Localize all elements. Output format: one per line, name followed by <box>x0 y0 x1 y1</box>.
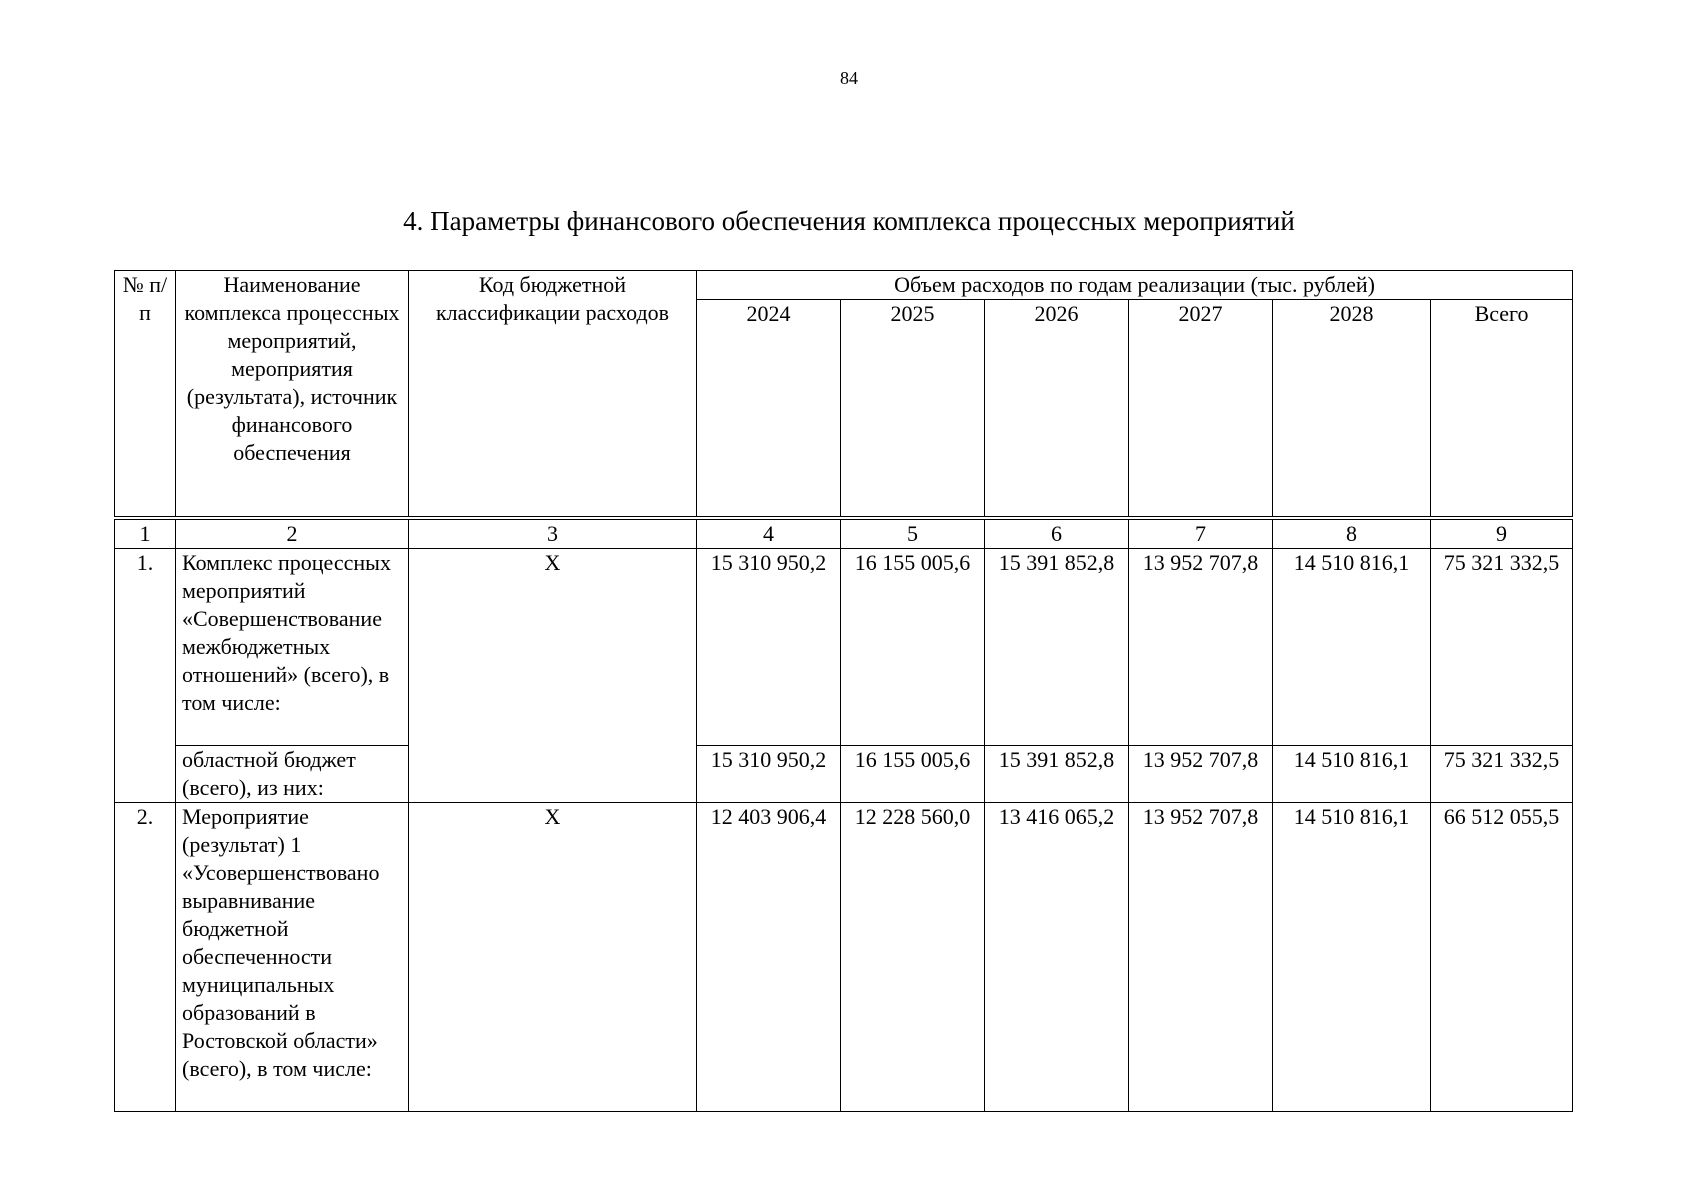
header-name: Наименование комплекса процессных мероприятий, мероприятия (результата), источник финансового обеспечения <box>176 271 409 518</box>
value-2026: 15 391 852,8 <box>985 548 1129 745</box>
column-number: 5 <box>841 518 985 549</box>
value-2024: 12 403 906,4 <box>697 802 841 1111</box>
value-2028: 14 510 816,1 <box>1273 745 1431 802</box>
column-number: 8 <box>1273 518 1431 549</box>
table-row <box>115 745 1573 802</box>
value-total: 75 321 332,5 <box>1431 745 1573 802</box>
header-row-top <box>115 271 1573 300</box>
column-number: 9 <box>1431 518 1573 549</box>
header-year-2026: 2026 <box>985 300 1129 518</box>
value-2024: 15 310 950,2 <box>697 745 841 802</box>
header-year-2028: 2028 <box>1273 300 1431 518</box>
section-title: 4. Параметры финансового обеспечения комплекса процессных мероприятий <box>403 206 1295 236</box>
page-number: 84 <box>840 68 858 88</box>
table-row <box>115 802 1573 1111</box>
value-2025: 16 155 005,6 <box>841 745 985 802</box>
header-total: Всего <box>1431 300 1573 518</box>
header-volume: Объем расходов по годам реализации (тыс. рублей) <box>697 271 1573 300</box>
column-number: 7 <box>1129 518 1273 549</box>
row-name: Комплекс процессных мероприятий «Совершенствование межбюджетных отношений» (всего), в том числе: <box>176 548 409 745</box>
column-number: 2 <box>176 518 409 549</box>
row-code: Х <box>409 548 697 802</box>
value-2028: 14 510 816,1 <box>1273 802 1431 1111</box>
table-row <box>115 548 1573 745</box>
row-name: областной бюджет (всего), из них: <box>176 745 409 802</box>
header-code: Код бюджетной классификации расходов <box>409 271 697 518</box>
value-2026: 15 391 852,8 <box>985 745 1129 802</box>
value-total: 66 512 055,5 <box>1431 802 1573 1111</box>
value-2024: 15 310 950,2 <box>697 548 841 745</box>
column-number: 1 <box>115 518 176 549</box>
value-2027: 13 952 707,8 <box>1129 548 1273 745</box>
row-name: Мероприятие (результат) 1 «Усовершенствовано выравнивание бюджетной обеспеченности муниципальных образований в Ростовской области» (всего), в том числе: <box>176 802 409 1111</box>
value-2025: 16 155 005,6 <box>841 548 985 745</box>
header-year-2024: 2024 <box>697 300 841 518</box>
value-2028: 14 510 816,1 <box>1273 548 1431 745</box>
value-2027: 13 952 707,8 <box>1129 802 1273 1111</box>
column-number: 6 <box>985 518 1129 549</box>
row-code: Х <box>409 802 697 1111</box>
row-number: 2. <box>115 802 176 1111</box>
column-numbers-row <box>115 518 1573 549</box>
header-no: № п/п <box>115 271 176 518</box>
header-year-2027: 2027 <box>1129 300 1273 518</box>
financial-parameters-table <box>114 270 1573 1112</box>
value-2027: 13 952 707,8 <box>1129 745 1273 802</box>
header-year-2025: 2025 <box>841 300 985 518</box>
value-2025: 12 228 560,0 <box>841 802 985 1111</box>
column-number: 4 <box>697 518 841 549</box>
column-number: 3 <box>409 518 697 549</box>
value-total: 75 321 332,5 <box>1431 548 1573 745</box>
value-2026: 13 416 065,2 <box>985 802 1129 1111</box>
row-number: 1. <box>115 548 176 802</box>
